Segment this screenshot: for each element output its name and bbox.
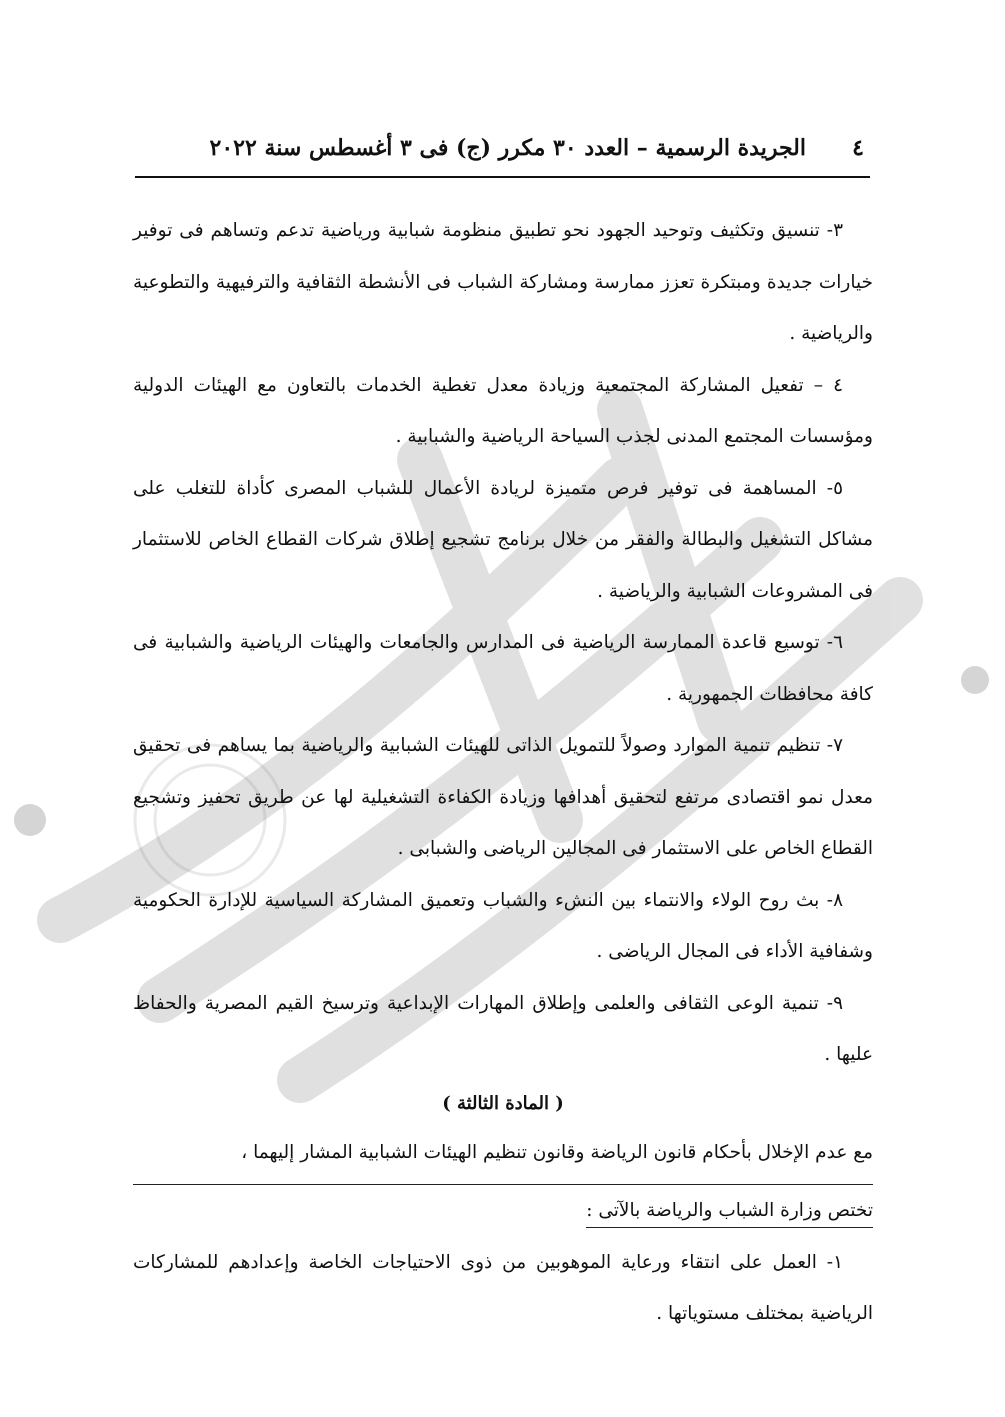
article-intro-text-1: مع عدم الإخلال بأحكام قانون الرياضة وقانون تنظيم الهيئات الشبابية المشار إليهما ،	[133, 1127, 873, 1186]
article-heading: ( المادة الثالثة )	[442, 1092, 564, 1114]
article-item-1: ١- العمل على انتقاء ورعاية الموهوبين من ذوى الاحتياجات الخاصة وإعدادهم للمشاركات الرياضية بمختلف مستوياتها .	[133, 1251, 873, 1324]
paragraph-item-5: ٥- المساهمة فى توفير فرص متميزة لريادة الأعمال للشباب المصرى كأداة للتغلب على مشاكل التشغيل والبطالة والفقر من خلال برنامج تشجيع إطلاق شركات القطاع الخاص للاستثمار فى المشروعات الشبابية والرياضية .	[133, 477, 873, 602]
paragraph-item-6: ٦- توسيع قاعدة الممارسة الرياضية فى المدارس والجامعات والهيئات الرياضية والشبابية فى كافة محافظات الجمهورية .	[133, 632, 873, 705]
paragraph-item-3: ٣- تنسيق وتكثيف وتوحيد الجهود نحو تطبيق منظومة شبابية ورياضية تدعم وتساهم فى توفير خيارات جديدة ومبتكرة تعزز ممارسة ومشاركة الشباب فى الأنشطة الثقافية والترفيهية والتطوعية والرياضية .	[133, 220, 873, 344]
paragraph-item-7: ٧- تنظيم تنمية الموارد وصولاً للتمويل الذاتى للهيئات الشبابية والرياضية بما يساهم فى تحقيق معدل نمو اقتصادى مرتفع لتحقيق أهدافها وزيادة الكفاءة التشغيلية لها عن طريق تحفيز وتشجيع القطاع الخاص على الاستثمار فى المجالين الرياضى والشبابى .	[133, 735, 873, 859]
header-divider	[135, 176, 870, 178]
paragraph-item-4: ٤ – تفعيل المشاركة المجتمعية وزيادة معدل تغطية الخدمات بالتعاون مع الهيئات الدولية ومؤسسات المجتمع المدنى لجذب السياحة الرياضية والشبابية .	[133, 374, 873, 447]
article-intro-line-2	[133, 1185, 873, 1237]
page-header	[135, 128, 870, 168]
paragraph-item-9: ٩- تنمية الوعى الثقافى والعلمى وإطلاق المهارات الإبداعية وترسيخ القيم المصرية والحفاظ عليها .	[133, 992, 873, 1065]
paragraph-item-8: ٨- بث روح الولاء والانتماء بين النشء والشباب وتعميق المشاركة السياسية للإدارة الحكومية وشفافية الأداء فى المجال الرياضى .	[133, 889, 873, 962]
page-number: ٤	[852, 135, 864, 161]
article-intro-line-1	[133, 1127, 873, 1186]
header-title: الجريدة الرسمية – العدد ٣٠ مكرر (ج) فى ٣ أغسطس سنة ٢٠٢٢	[209, 135, 806, 161]
article-intro-text-2: تختص وزارة الشباب والرياضة بالآتى :	[586, 1200, 873, 1228]
document-body	[133, 205, 873, 1340]
